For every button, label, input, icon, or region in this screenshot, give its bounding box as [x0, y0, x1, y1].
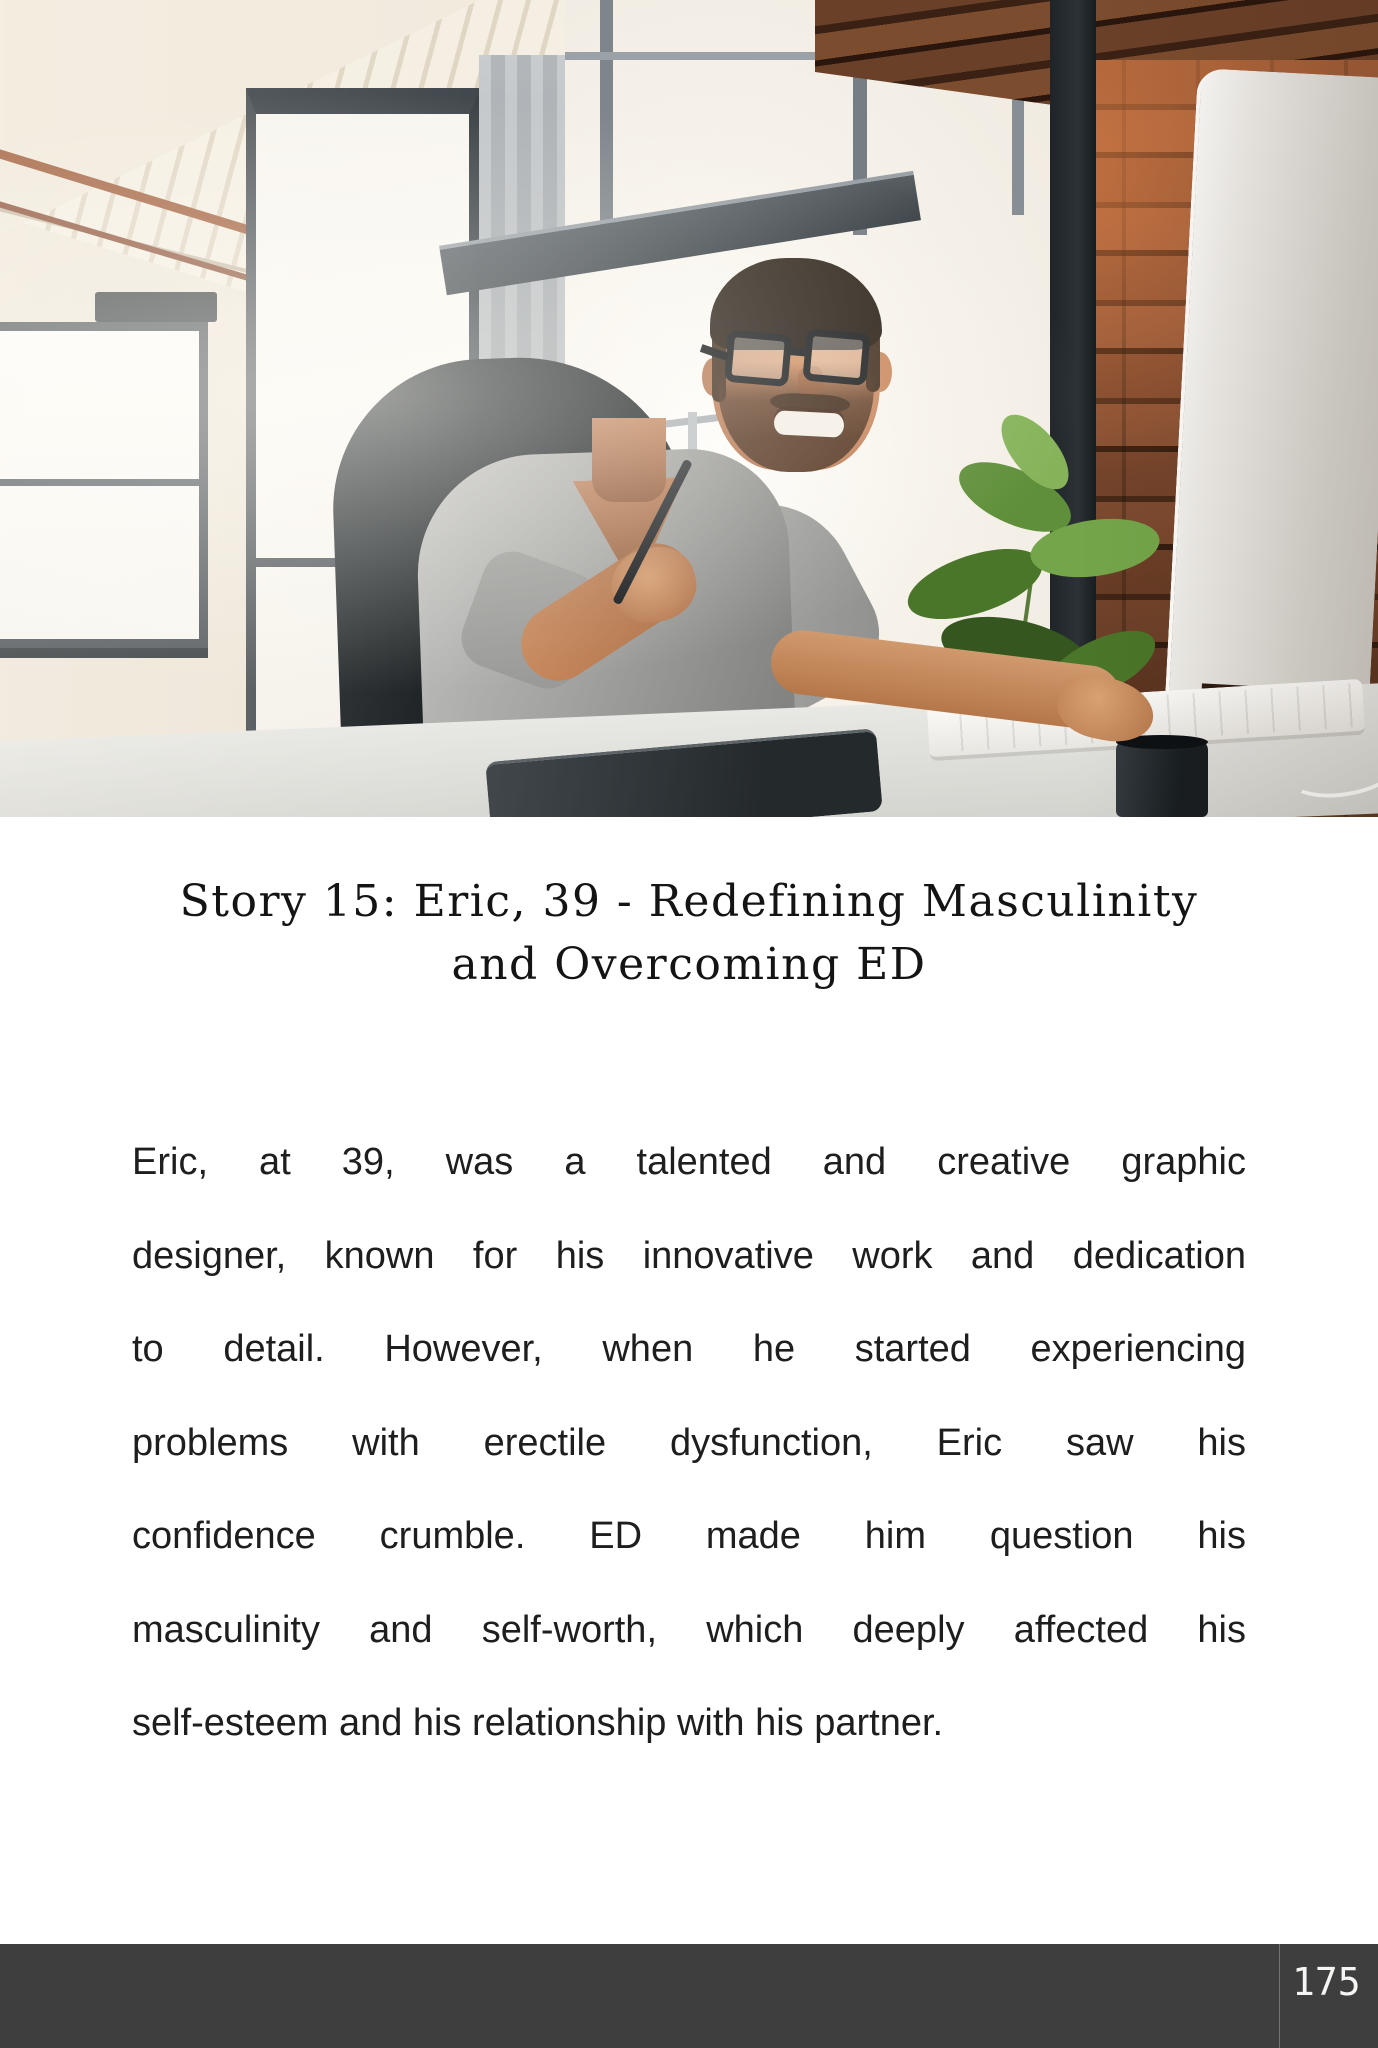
glasses-lens: [802, 328, 870, 385]
page-number: 175: [1292, 1960, 1361, 2004]
body-line: designer, known for his innovative work and dedication: [132, 1234, 1246, 1277]
body-line: masculinity and self-worth, which deeply affected his: [132, 1608, 1246, 1651]
title-line-1: Story 15: Eric, 39 - Redefining Masculinity: [179, 876, 1199, 927]
story-photo: [0, 0, 1378, 817]
eyeglasses: [717, 319, 882, 403]
body-line: to detail. However, when he started experiencing: [132, 1328, 1246, 1370]
body-line: Eric, at 39, was a talented and creative graphic: [132, 1141, 1246, 1183]
pen-holder-cup: [1116, 740, 1208, 817]
window-mullion: [0, 479, 199, 486]
page-title: [0, 870, 1378, 996]
left-window: [0, 322, 208, 648]
man-head: [712, 262, 880, 470]
body-paragraph: [132, 1116, 1246, 1771]
footer-bar: [0, 1944, 1378, 2048]
body-line: confidence crumble. ED made him question his: [132, 1515, 1246, 1557]
title-line-2: and Overcoming ED: [451, 939, 927, 990]
body-line: problems with erectile dysfunction, Eric saw his: [132, 1421, 1246, 1464]
window-blind-box: [95, 292, 217, 322]
monitor-back: [1165, 68, 1378, 718]
smiling-mouth: [773, 410, 844, 438]
body-line: self-esteem and his relationship with his partner.: [132, 1702, 944, 1744]
footer-divider: [1279, 1944, 1280, 2048]
man-neck: [592, 418, 666, 502]
glasses-lens: [724, 330, 792, 387]
window-sill: [0, 648, 208, 658]
